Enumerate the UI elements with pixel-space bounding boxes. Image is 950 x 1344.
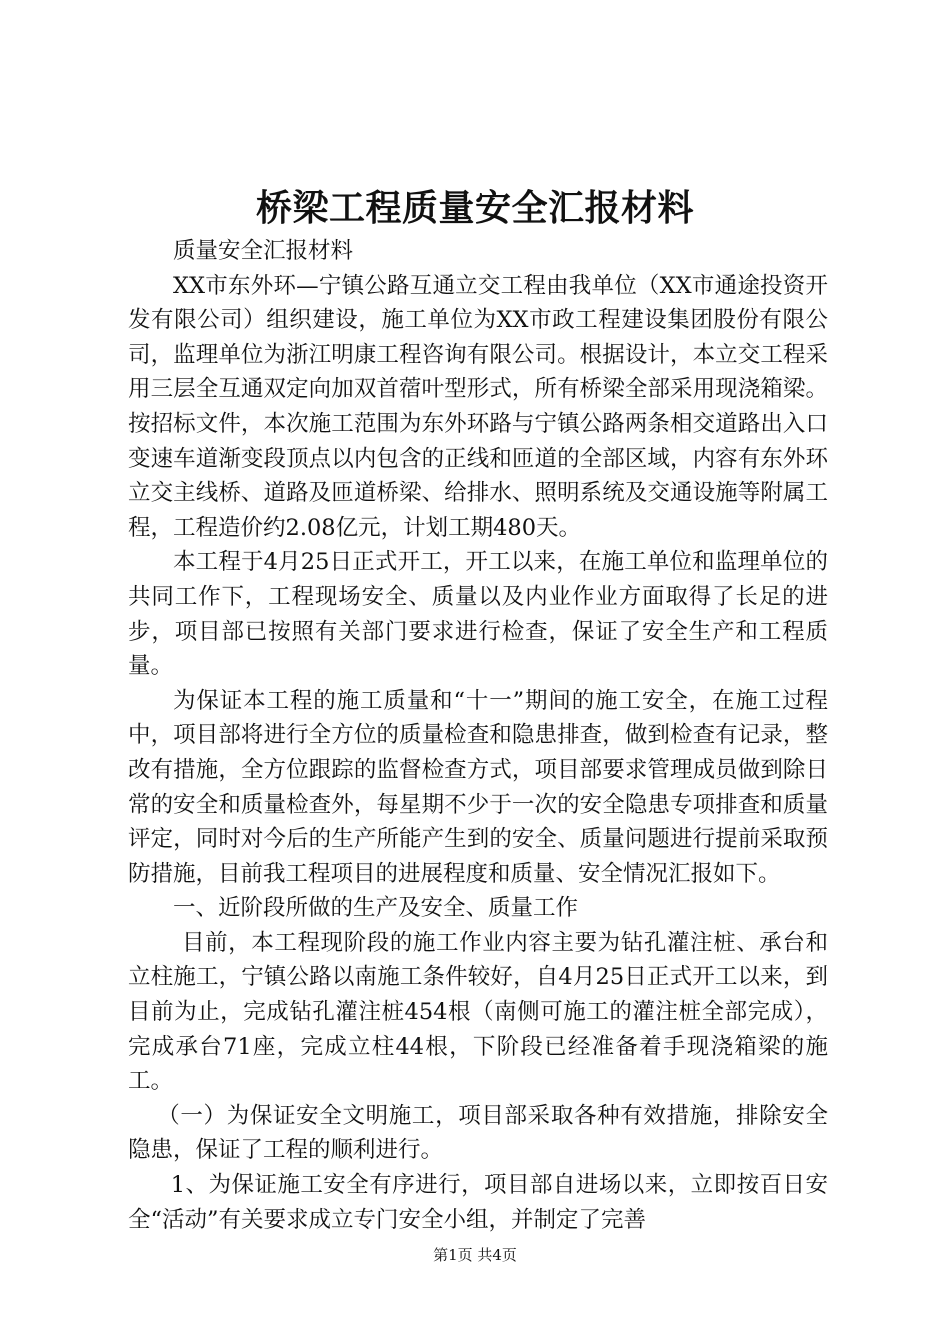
body-paragraph-safety: 为保证本工程的施工质量和“十一”期间的施工安全，在施工过程中，项目部将进行全方位的质量检查和隐患排查，做到检查有记录，整改有措施，全方位跟踪的监督检查方式，项目部要求管理成员做到除日常的安全和质量检查外，每星期不少于一次的安全隐患专项排查和质量评定，同时对今后的生产所能产生到的安全、质量问题进行提前采取预防措施，目前我工程项目的进展程度和质量、安全情况汇报如下。 xyxy=(128,687,828,887)
list-item-1: 1、为保证施工安全有序进行，项目部自进场以来，立即按百日安全“活动”有关要求成立专门安全小组，并制定了完善 xyxy=(128,1172,828,1233)
section-heading-1: 一、近阶段所做的生产及安全、质量工作 xyxy=(173,895,579,922)
body-paragraph-intro: XX市东外环—宁镇公路互通立交工程由我单位（XX市通途投资开发有限公司）组织建设，施工单位为XX市政工程建设集团股份有限公司，监理单位为浙江明康工程咨询有限公司。根据设计，本立交工程采用三层全互通双定向加双首蓿叶型形式，所有桥梁全部采用现浇箱梁。按招标文件，本次施工范围为东外环路与宁镇公路两条相交道路出入口变速车道渐变段顶点以内包含的正线和匝道的全部区域，内容有东外环立交主线桥、道路及匝道桥梁、给排水、照明系统及交通设施等附属工程，工程造价约2.08亿元，计划工期480天。 xyxy=(128,272,828,541)
subtitle-paragraph: 质量安全汇报材料 xyxy=(173,238,354,264)
body-paragraph-progress: 目前，本工程现阶段的施工作业内容主要为钻孔灌注桩、承台和立柱施工，宁镇公路以南施工条件较好，自4月25日正式开工以来，到目前为止，完成钻孔灌注桩454根（南侧可施工的灌注桩全部完成），完成承台71座，完成立柱44根，下阶段已经准备着手现浇箱梁的施工。 xyxy=(128,929,828,1095)
document-body xyxy=(128,234,828,1237)
subsection-heading-1: （一）为保证安全文明施工，项目部采取各种有效措施，排除安全隐患，保证了工程的顺利进行。 xyxy=(128,1102,828,1164)
document-title: 桥梁工程质量安全汇报材料 xyxy=(255,187,694,229)
body-paragraph-start: 本工程于4月25日正式开工，开工以来，在施工单位和监理单位的共同工作下，工程现场安全、质量以及内业作业方面取得了长足的进步，项目部已按照有关部门要求进行检查，保证了安全生产和工程质量。 xyxy=(128,549,828,680)
page-footer: 第1页 共4页 xyxy=(433,1246,517,1264)
